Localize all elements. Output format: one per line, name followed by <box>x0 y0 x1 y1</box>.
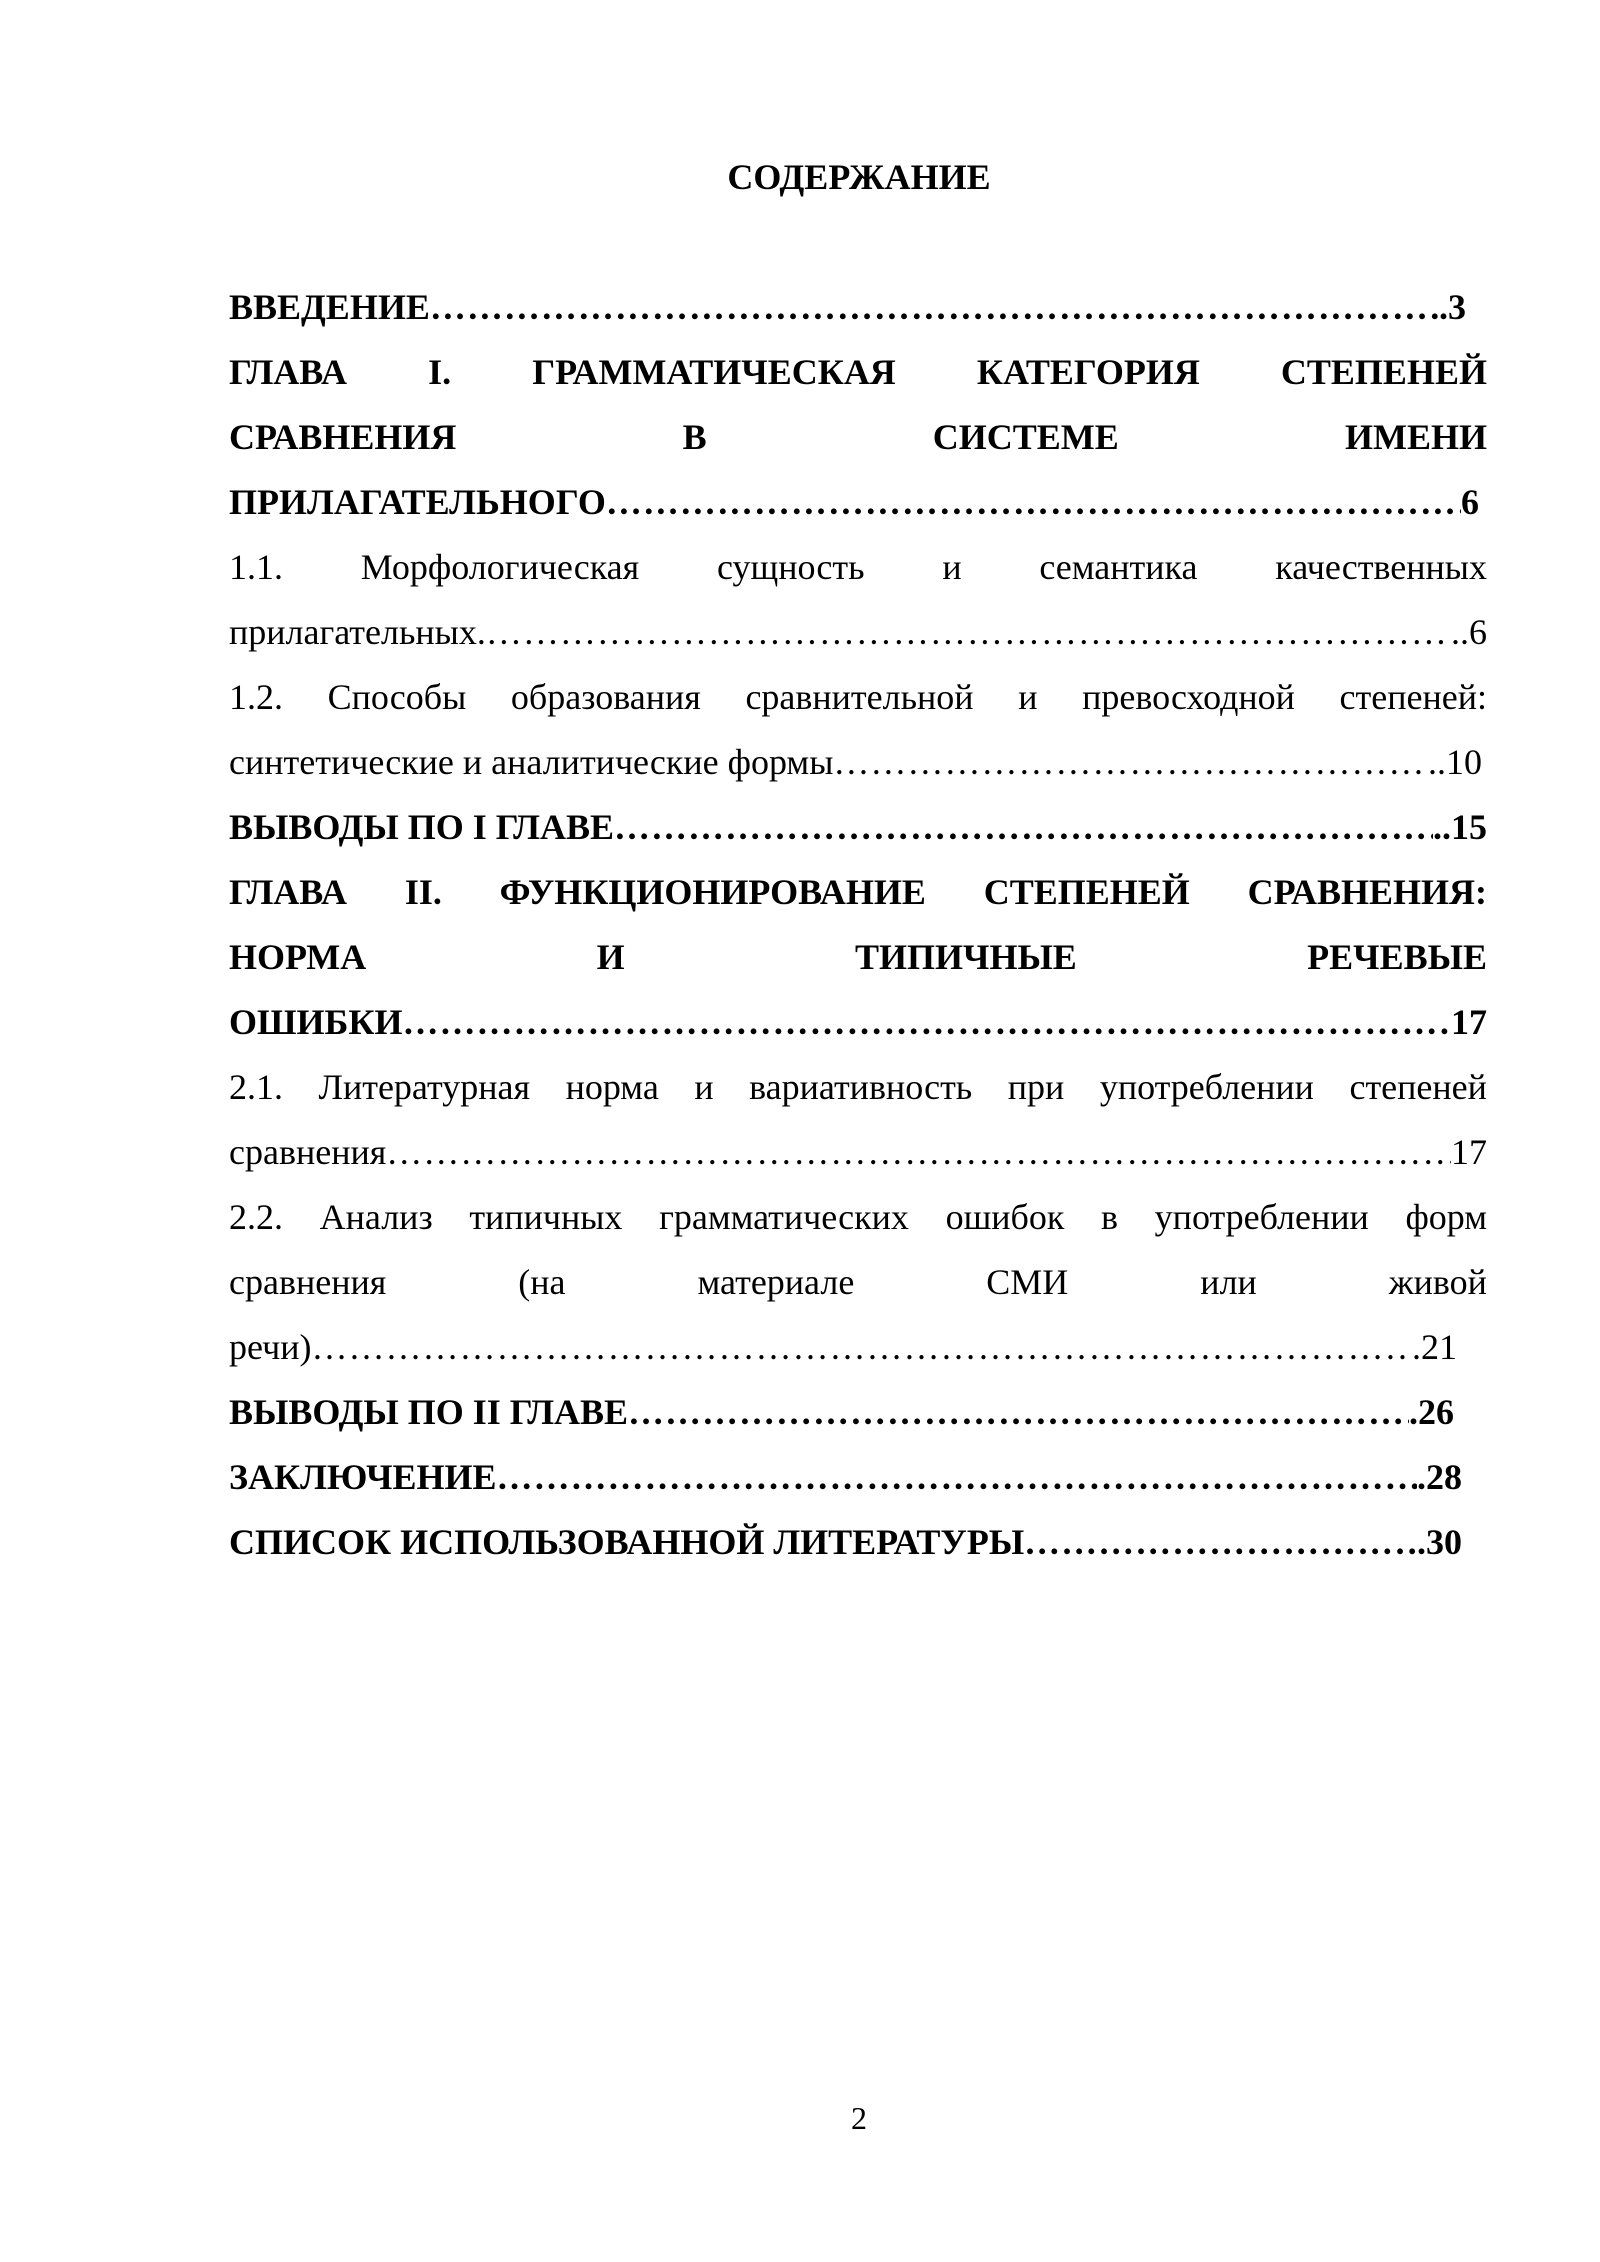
toc-word: СМИ <box>986 1262 1069 1302</box>
toc-entry-section-1-1[interactable] <box>229 535 1487 665</box>
toc-entry-label: прилагательных. <box>229 612 486 652</box>
toc-entry-page: .28 <box>1417 1457 1462 1497</box>
toc-word: типичных <box>469 1197 623 1237</box>
toc-entry-label: речи) <box>229 1327 312 1367</box>
toc-word: Морфологическая <box>360 547 640 587</box>
toc-entry-label: синтетические и аналитические формы <box>229 742 834 782</box>
toc-entry-intro[interactable] <box>229 275 1487 340</box>
toc-entry-page: ..6 <box>1451 612 1487 652</box>
toc-entry-line <box>229 730 1487 795</box>
toc-word: СРАВНЕНИЯ: <box>1247 872 1487 912</box>
toc-word: ФУНКЦИОНИРОВАНИЕ <box>499 872 926 912</box>
toc-word: или <box>1200 1262 1257 1302</box>
table-of-contents <box>229 275 1487 1575</box>
toc-word: норма <box>565 1067 659 1107</box>
toc-word: ГЛАВА <box>229 352 348 392</box>
toc-word: В <box>682 417 707 457</box>
toc-word: КАТЕГОРИЯ <box>976 352 1200 392</box>
toc-entry-page: 6 <box>1461 482 1479 522</box>
toc-entry-label: ВВЕДЕНИЕ <box>229 287 430 327</box>
toc-word: 1.2. <box>229 677 283 717</box>
toc-entry-line <box>229 600 1487 665</box>
toc-word: НОРМА <box>229 937 367 977</box>
toc-word: ТИПИЧНЫЕ <box>855 937 1077 977</box>
dot-leader <box>311 1315 1412 1380</box>
toc-word: форм <box>1405 1197 1487 1237</box>
toc-word: I. <box>428 352 452 392</box>
toc-entry-line <box>229 340 1487 405</box>
dot-leader <box>606 470 1461 535</box>
toc-entry-page: .30 <box>1417 1522 1462 1562</box>
toc-word: грамматических <box>659 1197 909 1237</box>
toc-word: 2.2. <box>229 1197 283 1237</box>
page-number: 2 <box>851 2100 867 2136</box>
toc-entry-label: ВЫВОДЫ ПО II ГЛАВЕ <box>229 1392 629 1432</box>
toc-entry-line <box>229 1185 1487 1250</box>
toc-word: материале <box>697 1262 855 1302</box>
toc-entry-line <box>229 1055 1487 1120</box>
toc-word: семантика <box>1039 547 1198 587</box>
toc-entry-line <box>229 860 1487 925</box>
toc-entry-line <box>229 470 1487 535</box>
toc-entry-line <box>229 1250 1487 1315</box>
toc-entry-page: 17 <box>1451 1002 1487 1042</box>
toc-entry-label: сравнения <box>229 1132 387 1172</box>
toc-entry-conclusions-2[interactable] <box>229 1380 1487 1445</box>
toc-word: степеней <box>1349 1067 1487 1107</box>
toc-word: СИСТЕМЕ <box>932 417 1119 457</box>
toc-word: Анализ <box>319 1197 433 1237</box>
toc-word: живой <box>1388 1262 1487 1302</box>
toc-word: Способы <box>327 677 467 717</box>
toc-entry-line <box>229 1315 1487 1380</box>
toc-word: сравнительной <box>745 677 974 717</box>
toc-entry-label: СПИСОК ИСПОЛЬЗОВАННОЙ ЛИТЕРАТУРЫ <box>229 1522 1025 1562</box>
toc-word: СРАВНЕНИЯ <box>229 417 457 457</box>
toc-entry-section-2-2[interactable] <box>229 1185 1487 1380</box>
toc-word: ГРАММАТИЧЕСКАЯ <box>532 352 896 392</box>
toc-entry-page: ..15 <box>1433 807 1487 847</box>
dot-leader <box>1024 1510 1417 1575</box>
toc-entry-chapter-2[interactable] <box>229 860 1487 1055</box>
toc-entry-page: 17 <box>1451 1132 1487 1172</box>
toc-word: II. <box>404 872 442 912</box>
toc-word: сравнения <box>229 1262 387 1302</box>
toc-entry-page: ..10 <box>1428 742 1482 782</box>
toc-entry-page: .21 <box>1412 1327 1457 1367</box>
toc-word: сущность <box>717 547 865 587</box>
toc-word: 1.1. <box>229 547 283 587</box>
dot-leader <box>497 1445 1417 1510</box>
toc-word: и <box>1018 677 1038 717</box>
toc-word: СТЕПЕНЕЙ <box>983 872 1190 912</box>
toc-entry-label: ПРИЛАГАТЕЛЬНОГО <box>229 482 606 522</box>
toc-word: 2.1. <box>229 1067 283 1107</box>
toc-word: (на <box>518 1262 566 1302</box>
toc-entry-page: .3 <box>1439 287 1466 327</box>
toc-entry-line <box>229 405 1487 470</box>
toc-entry-line <box>229 1120 1487 1185</box>
dot-leader <box>386 1120 1451 1185</box>
toc-entry-label: ВЫВОДЫ ПО I ГЛАВЕ <box>229 807 615 847</box>
toc-entry-line <box>229 535 1487 600</box>
toc-word: Литературная <box>318 1067 531 1107</box>
dot-leader <box>430 275 1439 340</box>
toc-word: при <box>1007 1067 1065 1107</box>
dot-leader <box>614 795 1433 860</box>
dot-leader <box>402 990 1451 1055</box>
toc-word: и <box>942 547 962 587</box>
toc-word: ошибок <box>945 1197 1065 1237</box>
toc-entry-label: ЗАКЛЮЧЕНИЕ <box>229 1457 497 1497</box>
toc-entry-line <box>229 990 1487 1055</box>
toc-entry-line <box>229 665 1487 730</box>
toc-entry-chapter-1[interactable] <box>229 340 1487 535</box>
toc-word: качественных <box>1275 547 1487 587</box>
toc-entry-references[interactable] <box>229 1510 1487 1575</box>
dot-leader <box>486 600 1451 665</box>
toc-entry-conclusions-1[interactable] <box>229 795 1487 860</box>
toc-entry-page: .26 <box>1409 1392 1454 1432</box>
toc-entry-section-2-1[interactable] <box>229 1055 1487 1185</box>
toc-word: ГЛАВА <box>229 872 348 912</box>
toc-word: образования <box>510 677 701 717</box>
toc-word: РЕЧЕВЫЕ <box>1307 937 1487 977</box>
dot-leader <box>833 730 1428 795</box>
toc-word: СТЕПЕНЕЙ <box>1280 352 1487 392</box>
toc-word: в <box>1101 1197 1119 1237</box>
toc-word: и <box>694 1067 714 1107</box>
toc-entry-conclusion[interactable] <box>229 1445 1487 1510</box>
toc-entry-section-1-2[interactable] <box>229 665 1487 795</box>
toc-word: ИМЕНИ <box>1344 417 1487 457</box>
toc-entry-label: ОШИБКИ <box>229 1002 403 1042</box>
toc-word: И <box>596 937 625 977</box>
dot-leader <box>628 1380 1409 1445</box>
toc-word: превосходной <box>1082 677 1295 717</box>
toc-word: употреблении <box>1154 1197 1369 1237</box>
toc-entry-line <box>229 925 1487 990</box>
toc-word: степеней: <box>1339 677 1487 717</box>
page-title: СОДЕРЖАНИЕ <box>727 157 991 197</box>
toc-word: вариативность <box>749 1067 973 1107</box>
toc-word: употреблении <box>1099 1067 1314 1107</box>
